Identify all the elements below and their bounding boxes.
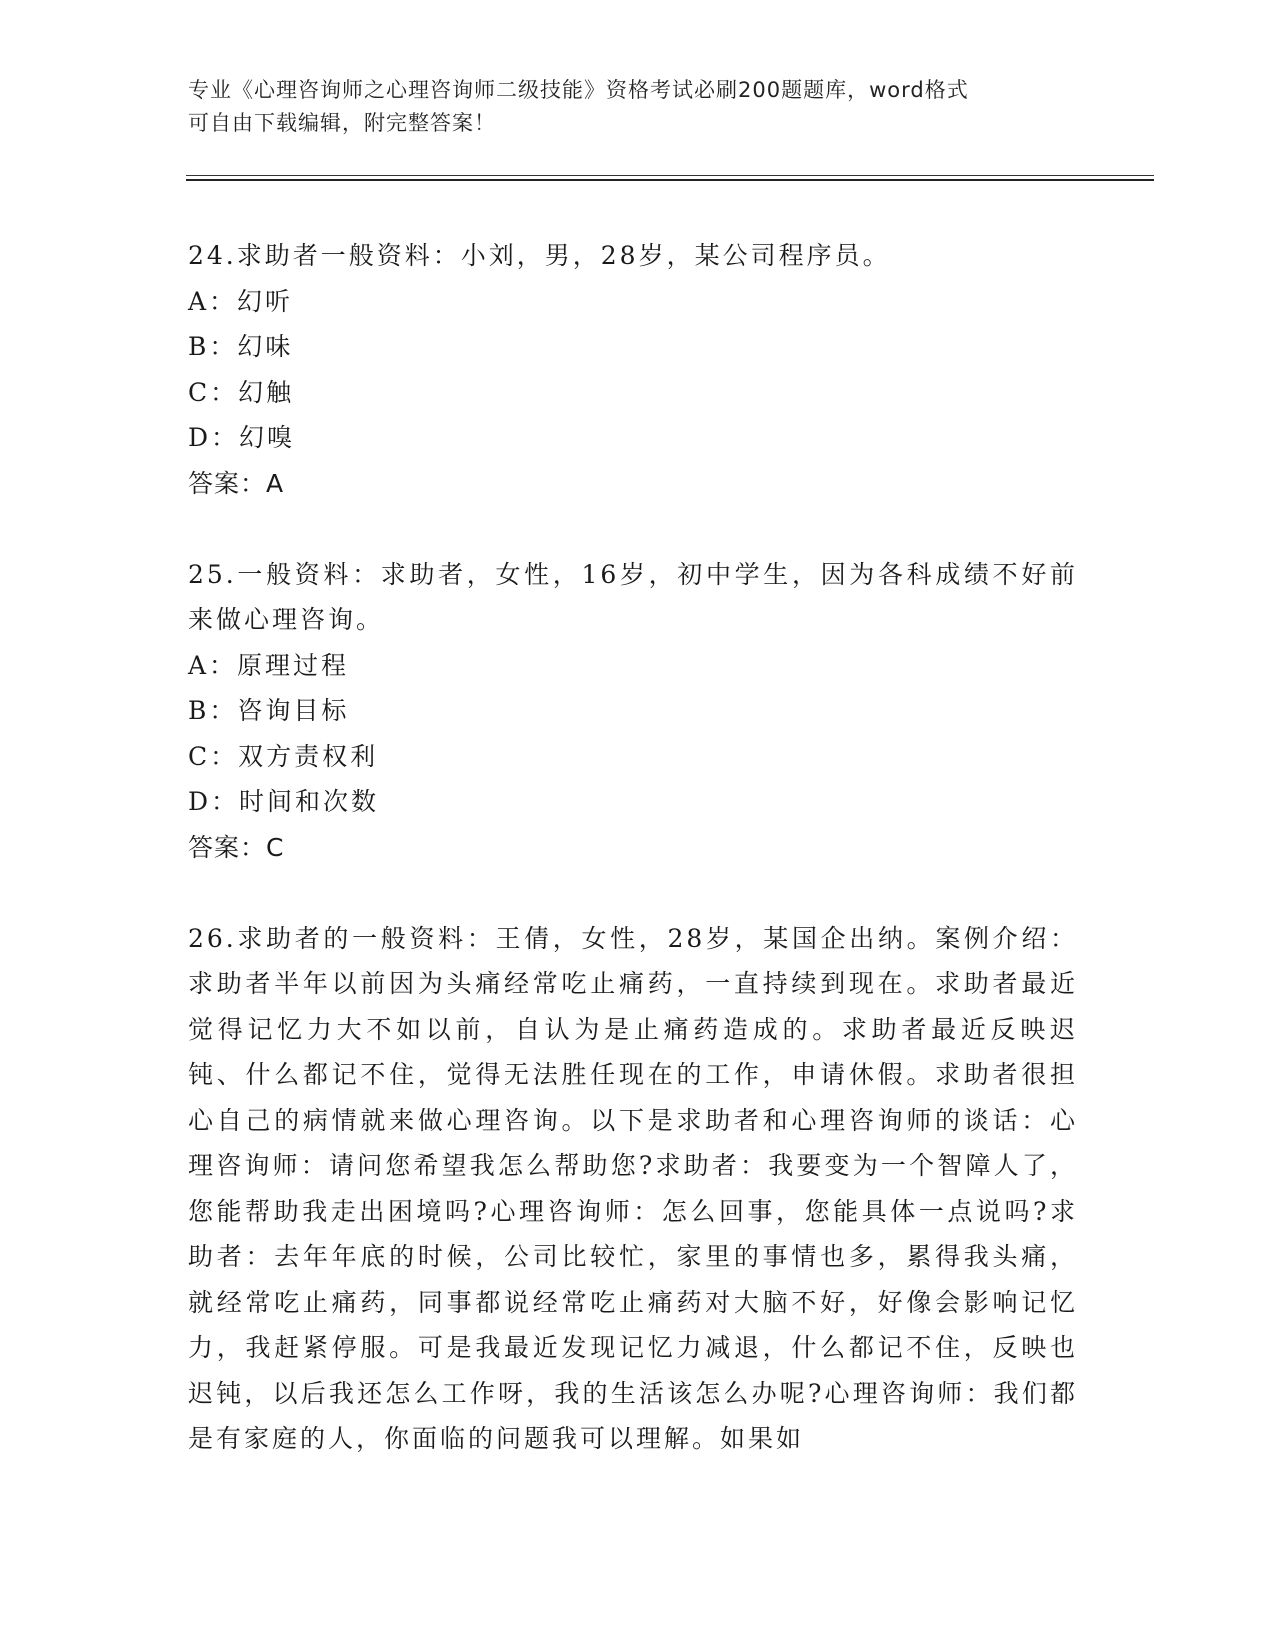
question-24 <box>188 233 1078 506</box>
option-a: A：幻听 <box>188 286 294 316</box>
question-stem: 26.求助者的一般资料：王倩，女性，28岁，某国企出纳。案例介绍：求助者半年以前因为头痛经常吃止痛药，一直持续到现在。求助者最近觉得记忆力大不如以前，自认为是止痛药造成的。求助者最近反映迟钝、什么都记不住，觉得无法胜任现在的工作，申请休假。求助者很担心自己的病情就来做心理咨询。以下是求助者和心理咨询师的谈话：心理咨询师：请问您希望我怎么帮助您?求助者：我要变为一个智障人了，您能帮助我走出困境吗?心理咨询师：怎么回事，您能具体一点说吗?求助者：去年年底的时候，公司比较忙，家里的事情也多，累得我头痛，就经常吃止痛药，同事都说经常吃止痛药对大脑不好，好像会影响记忆力，我赶紧停服。可是我最近发现记忆力减退，什么都记不住，反映也迟钝，以后我还怎么工作呀，我的生活该怎么办呢?心理咨询师：我们都是有家庭的人，你面临的问题我可以理解。如果如 <box>188 923 1078 1453</box>
option-b: B：咨询目标 <box>188 696 350 725</box>
answer-line: 答案：A <box>188 468 285 498</box>
answer-line: 答案：C <box>188 832 285 862</box>
question-stem: 24.求助者一般资料：小刘，男，28岁，某公司程序员。 <box>188 241 891 270</box>
document-header <box>188 74 1088 140</box>
option-c: C：双方责权利 <box>188 741 379 771</box>
question-list <box>188 233 1078 1507</box>
header-divider-thin <box>186 175 1154 176</box>
option-b: B：幻味 <box>188 332 294 361</box>
option-d: D：幻嗅 <box>188 423 296 452</box>
option-a: A：原理过程 <box>188 650 350 680</box>
option-d: D：时间和次数 <box>188 787 380 816</box>
option-c: C：幻触 <box>188 377 295 407</box>
header-divider-thick <box>186 179 1154 181</box>
question-25 <box>188 552 1078 871</box>
question-26 <box>188 916 1078 1462</box>
header-line-2: 可自由下载编辑，附完整答案！ <box>188 111 496 135</box>
question-stem: 25.一般资料：求助者，女性，16岁，初中学生，因为各科成绩不好前来做心理咨询。 <box>188 559 1078 634</box>
header-line-1: 专业《心理咨询师之心理咨询师二级技能》资格考试必刷200题题库，word格式 <box>188 78 969 102</box>
